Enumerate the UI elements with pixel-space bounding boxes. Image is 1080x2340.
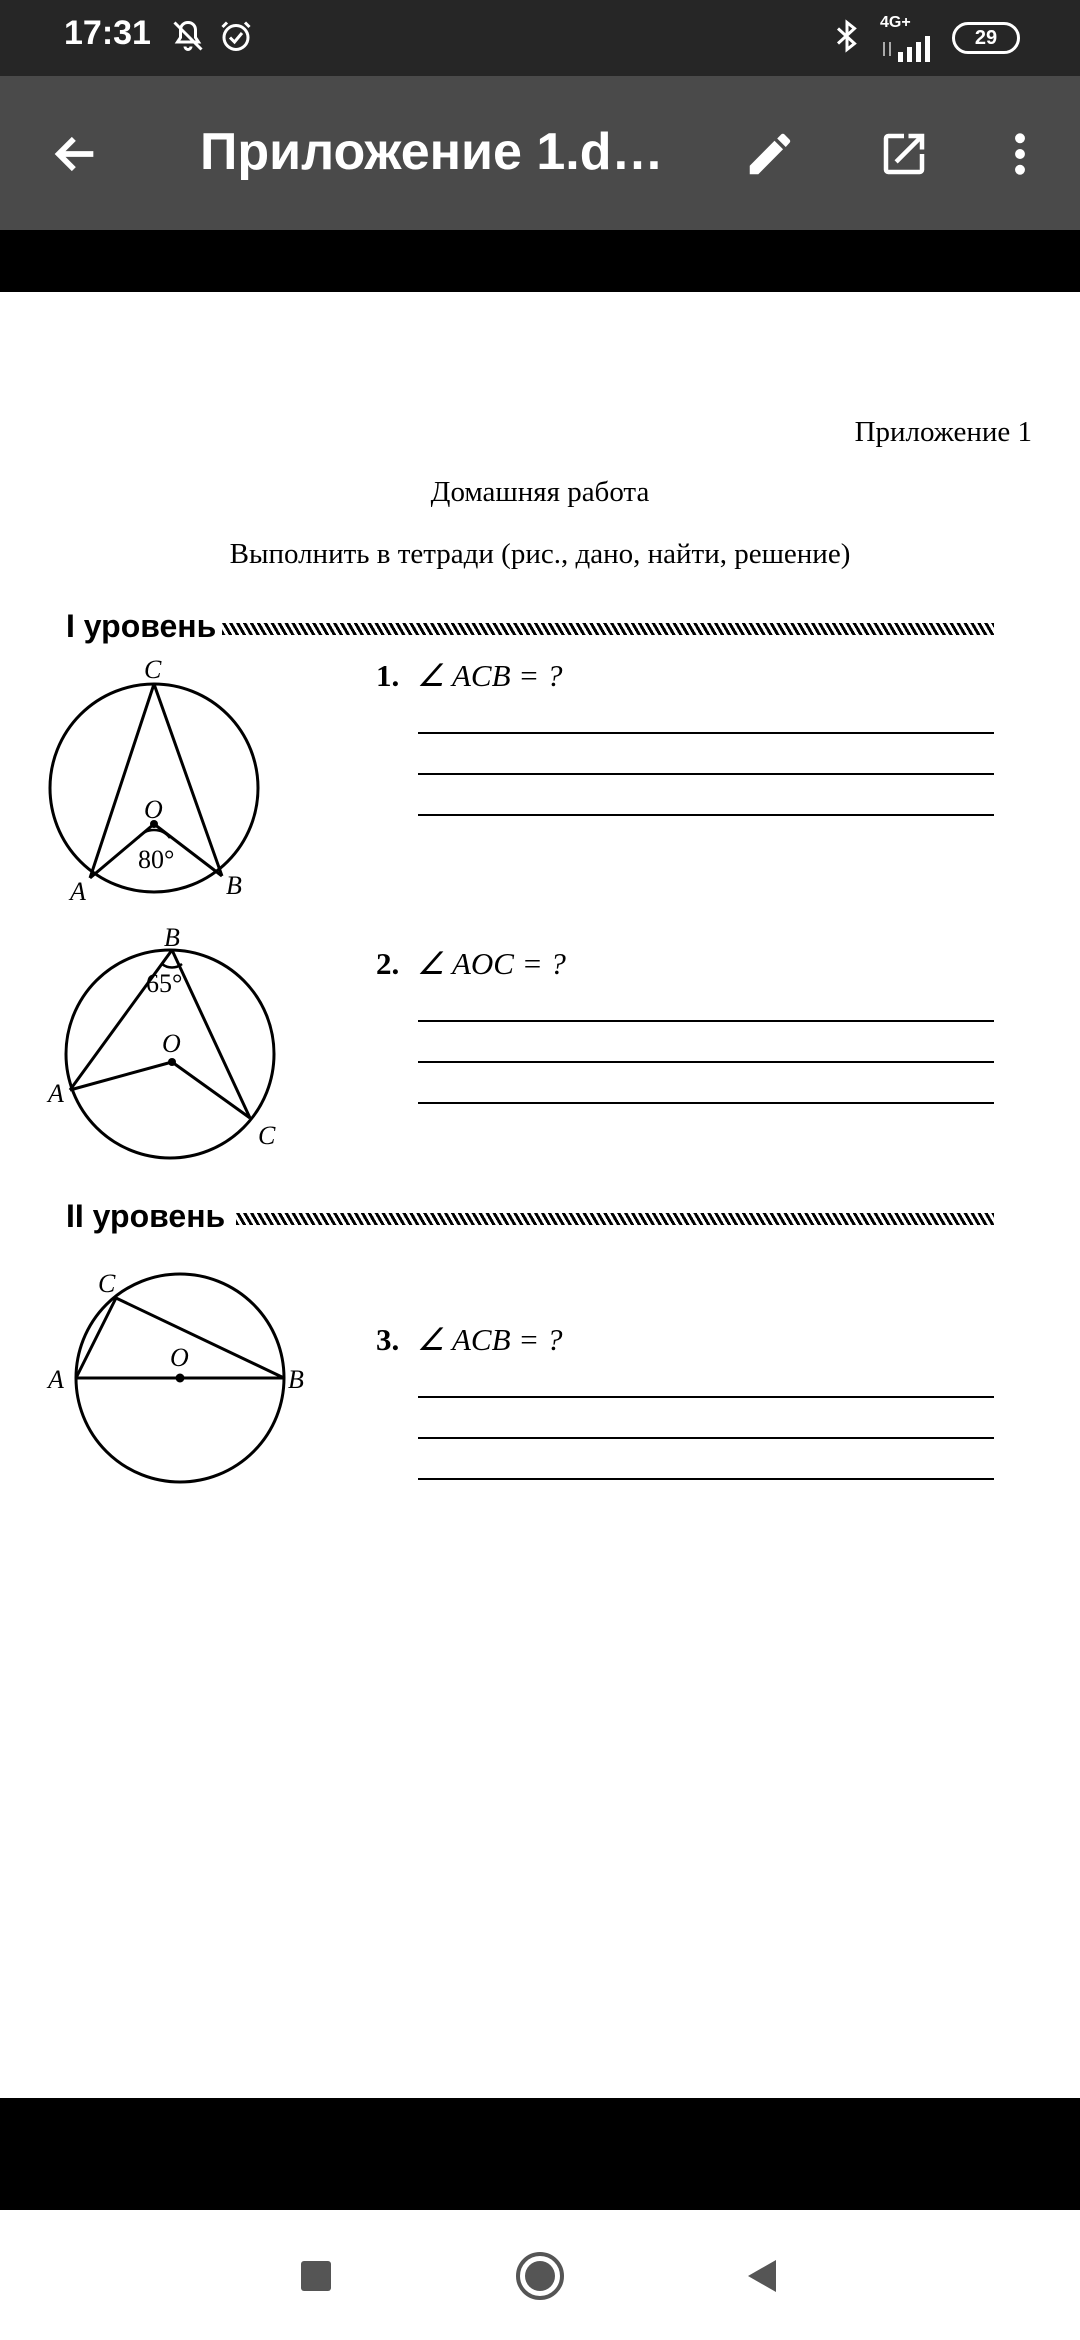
task-2-question: ∠ AOC = ? [417, 946, 566, 981]
answer-line [418, 1396, 994, 1398]
doc-instructions: Выполнить в тетради (рис., дано, найти, решение) [229, 538, 851, 570]
network-type: 4G+ [880, 14, 911, 31]
status-time: 17:31 [64, 14, 151, 52]
fig3-label-b: B [288, 1365, 304, 1394]
recents-square-icon [298, 2258, 334, 2294]
answer-line [418, 814, 994, 816]
fig3-label-c: C [98, 1269, 116, 1298]
fig1-label-o: O [144, 795, 163, 824]
app-bar [0, 76, 1080, 230]
home-circle-icon [514, 2250, 566, 2302]
open-with-button[interactable] [870, 120, 938, 188]
more-vert-icon [993, 127, 1047, 181]
back-arrow-icon [50, 128, 102, 180]
pencil-icon [743, 127, 797, 181]
signal-icon [880, 34, 940, 62]
navigation-bar [0, 2210, 1080, 2340]
document-page[interactable] [0, 292, 1080, 2098]
level-2-heading: II уровень [66, 1198, 226, 1234]
level-2-rule [236, 1213, 994, 1225]
task-3 [376, 1322, 562, 1358]
answer-line [418, 1102, 994, 1104]
recents-button[interactable] [286, 2246, 346, 2306]
edit-button[interactable] [736, 120, 804, 188]
figure-2 [36, 928, 296, 1178]
figure-1 [30, 650, 290, 910]
more-options-button[interactable] [986, 120, 1054, 188]
home-button[interactable] [510, 2246, 570, 2306]
fig2-label-o: O [162, 1029, 181, 1058]
task-1 [376, 658, 562, 694]
back-nav-button[interactable] [732, 2246, 792, 2306]
fig1-label-b: B [226, 871, 242, 900]
fig2-label-a: A [48, 1079, 64, 1108]
level-1-rule [222, 623, 994, 635]
task-1-number: 1. [376, 658, 400, 693]
fig1-label-a: A [70, 877, 86, 906]
fig3-label-o: O [170, 1343, 189, 1372]
mute-bell-icon [170, 18, 206, 54]
answer-line [418, 1061, 994, 1063]
fig2-label-b: B [164, 928, 180, 952]
fig1-label-c: C [144, 655, 162, 684]
task-2 [376, 946, 566, 982]
task-1-question: ∠ ACB = ? [417, 658, 563, 693]
alarm-icon [218, 18, 254, 54]
figure-3 [40, 1254, 320, 1494]
fig3-label-a: A [48, 1365, 64, 1394]
bluetooth-icon [832, 18, 862, 54]
answer-line [418, 732, 994, 734]
answer-line [418, 1478, 994, 1480]
fig1-label-angle: 80° [138, 845, 175, 874]
fig2-label-angle: 65° [146, 969, 183, 998]
appendix-label: Приложение 1 [854, 416, 1032, 448]
doc-heading: Домашняя работа [430, 476, 650, 508]
document-title: Приложение 1.d… [200, 123, 664, 181]
fig2-label-c: C [258, 1121, 276, 1150]
task-2-number: 2. [376, 946, 400, 981]
back-triangle-icon [742, 2256, 782, 2296]
status-bar [0, 0, 1080, 76]
level-1-heading: I уровень [66, 608, 217, 644]
answer-line [418, 1437, 994, 1439]
task-3-number: 3. [376, 1322, 400, 1357]
battery-icon [952, 22, 1020, 54]
task-3-question: ∠ ACB = ? [417, 1322, 563, 1357]
battery-level: 29 [974, 26, 998, 49]
answer-line [418, 773, 994, 775]
open-external-icon [877, 127, 931, 181]
back-button[interactable] [42, 120, 110, 188]
answer-line [418, 1020, 994, 1022]
